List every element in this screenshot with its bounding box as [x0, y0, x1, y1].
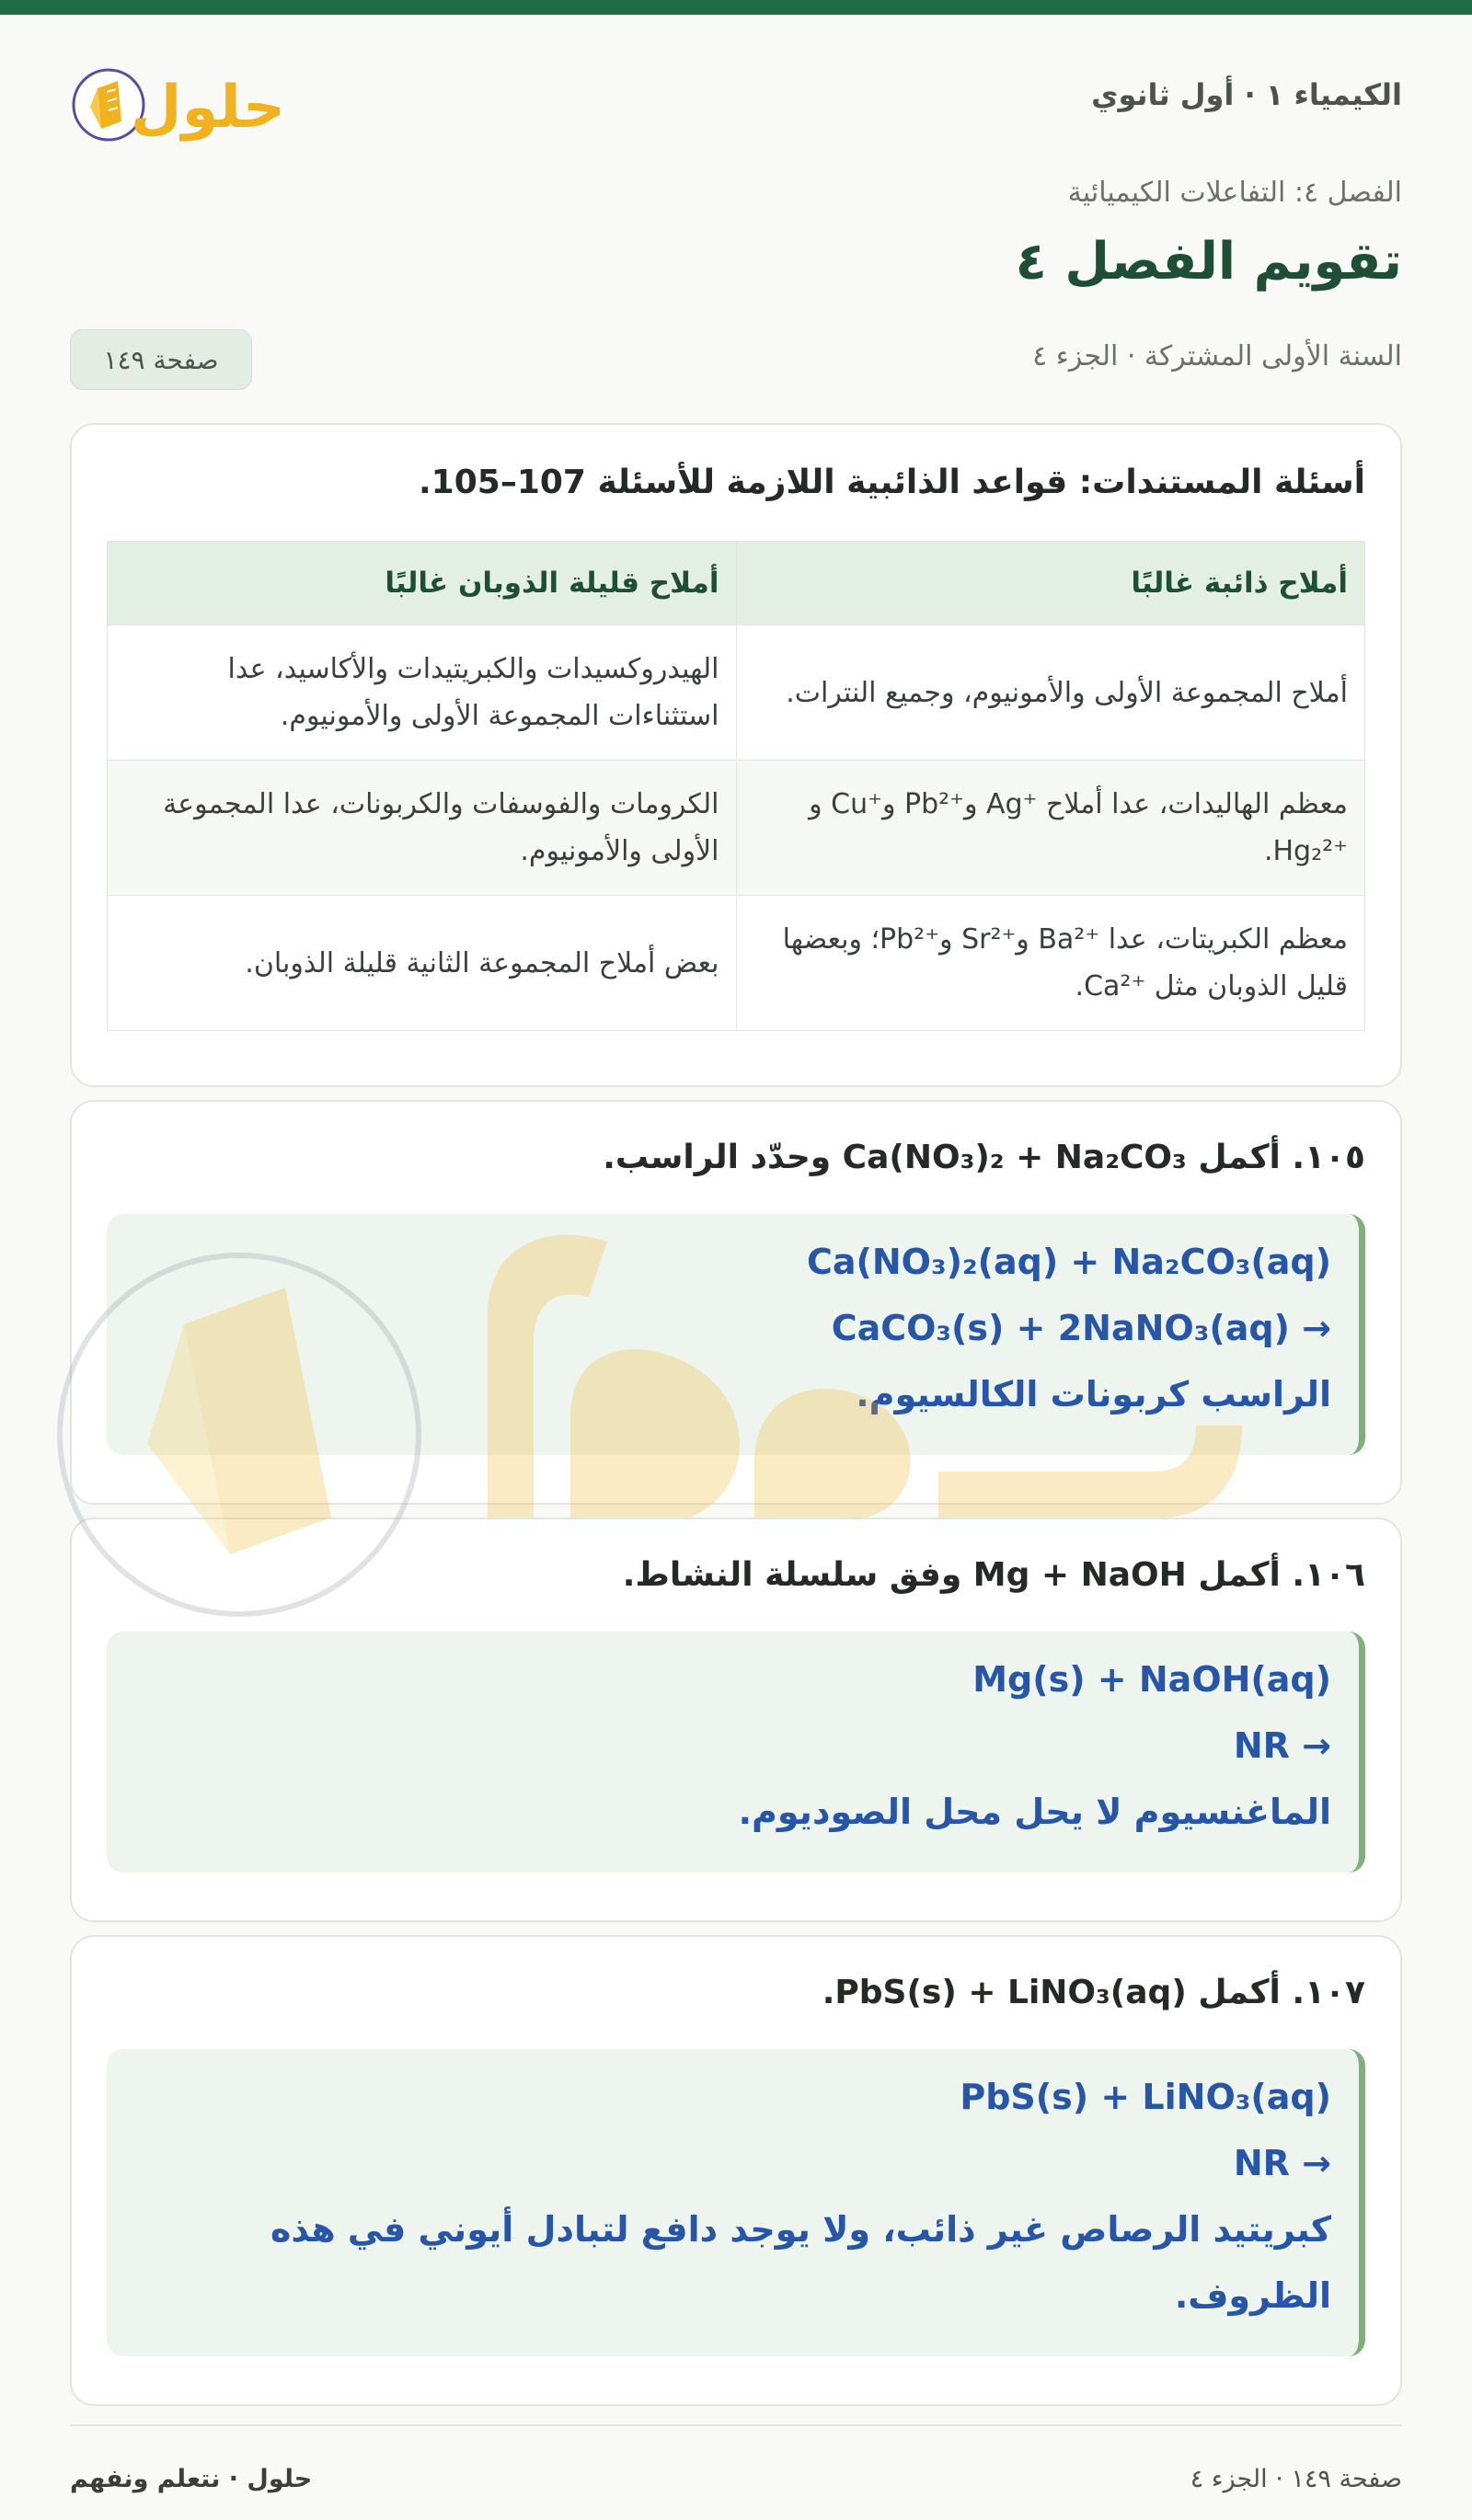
page-meta: السنة الأولى المشتركة · الجزء ٤	[1032, 340, 1402, 372]
table-row	[108, 896, 1365, 1031]
table-cell: الهيدروكسيدات والكبريتيدات والأكاسيد، عدا استثناءات المجموعة الأولى والأمونيوم.	[108, 625, 737, 761]
column-header-soluble: أملاح ذائبة غالبًا	[736, 542, 1365, 625]
table-cell: معظم الهاليدات، عدا أملاح ⁺Ag و⁺Pb² و⁺Cu و ⁺Hg₂².	[736, 761, 1365, 896]
chapter-label: الفصل ٤: التفاعلات الكيميائية	[1067, 177, 1402, 209]
footer-page-info: صفحة ١٤٩ · الجزء ٤	[1190, 2465, 1402, 2493]
table-cell: الكرومات والفوسفات والكربونات، عدا المجموعة الأولى والأمونيوم.	[108, 761, 737, 896]
equation-line: → NR	[1233, 1725, 1331, 1766]
question-card-105	[70, 1100, 1402, 1505]
question-title: ١٠٦. أكمل Mg + NaOH وفق سلسلة النشاط.	[622, 1556, 1365, 1594]
page-title: تقويم الفصل ٤	[1015, 232, 1402, 292]
answer-explanation: الراسب كربونات الكالسيوم.	[856, 1374, 1331, 1415]
answer-box	[107, 2049, 1365, 2356]
equation-line: → CaCO₃(s) + 2NaNO₃(aq)	[831, 1308, 1331, 1348]
page-header	[70, 15, 1402, 162]
equation-line: Mg(s) + NaOH(aq)	[972, 1659, 1331, 1700]
answer-box	[107, 1632, 1365, 1873]
footer-brand: حلول · نتعلم ونفهم	[70, 2465, 313, 2493]
question-card-106	[70, 1518, 1402, 1922]
solubility-rules-card	[70, 423, 1402, 1087]
hulul-logo[interactable]	[70, 61, 318, 162]
question-title: ١٠٧. أكمل PbS(s) + LiNO₃(aq).	[822, 1974, 1365, 2011]
footer-divider	[70, 2424, 1402, 2426]
table-row	[108, 625, 1365, 761]
answer-explanation: الماغنسيوم لا يحل محل الصوديوم.	[738, 1792, 1331, 1832]
top-accent-bar	[0, 0, 1472, 15]
rules-card-title: أسئلة المستندات: قواعد الذائبية اللازمة للأسئلة 107–105.	[418, 464, 1365, 501]
solubility-table	[107, 541, 1365, 1031]
column-header-insoluble: أملاح قليلة الذوبان غالبًا	[108, 542, 737, 625]
subject-title: الكيمياء ١ · أول ثانوي	[1091, 77, 1402, 112]
table-cell: بعض أملاح المجموعة الثانية قليلة الذوبان.	[108, 896, 737, 1031]
logo-wordmark: حلول	[131, 74, 285, 142]
question-title: ١٠٥. أكمل Ca(NO₃)₂ + Na₂CO₃ وحدّد الراسب.	[603, 1139, 1365, 1176]
question-card-107	[70, 1935, 1402, 2406]
table-cell: معظم الكبريتات، عدا ⁺Ba² و⁺Sr² و⁺Pb²؛ وبعضها قليل الذوبان مثل ⁺Ca².	[736, 896, 1365, 1031]
table-header-row	[108, 542, 1365, 625]
equation-line: Ca(NO₃)₂(aq) + Na₂CO₃(aq)	[806, 1242, 1331, 1282]
equation-line: → NR	[1233, 2143, 1331, 2183]
equation-line: PbS(s) + LiNO₃(aq)	[960, 2077, 1331, 2117]
answer-explanation-continued: الظروف.	[1174, 2275, 1331, 2316]
page-number-badge: صفحة ١٤٩	[70, 329, 252, 390]
table-cell: أملاح المجموعة الأولى والأمونيوم، وجميع النترات.	[736, 625, 1365, 761]
answer-box	[107, 1214, 1365, 1455]
table-row	[108, 761, 1365, 896]
answer-explanation: كبريتيد الرصاص غير ذائب، ولا يوجد دافع لتبادل أيوني في هذه	[270, 2209, 1331, 2250]
